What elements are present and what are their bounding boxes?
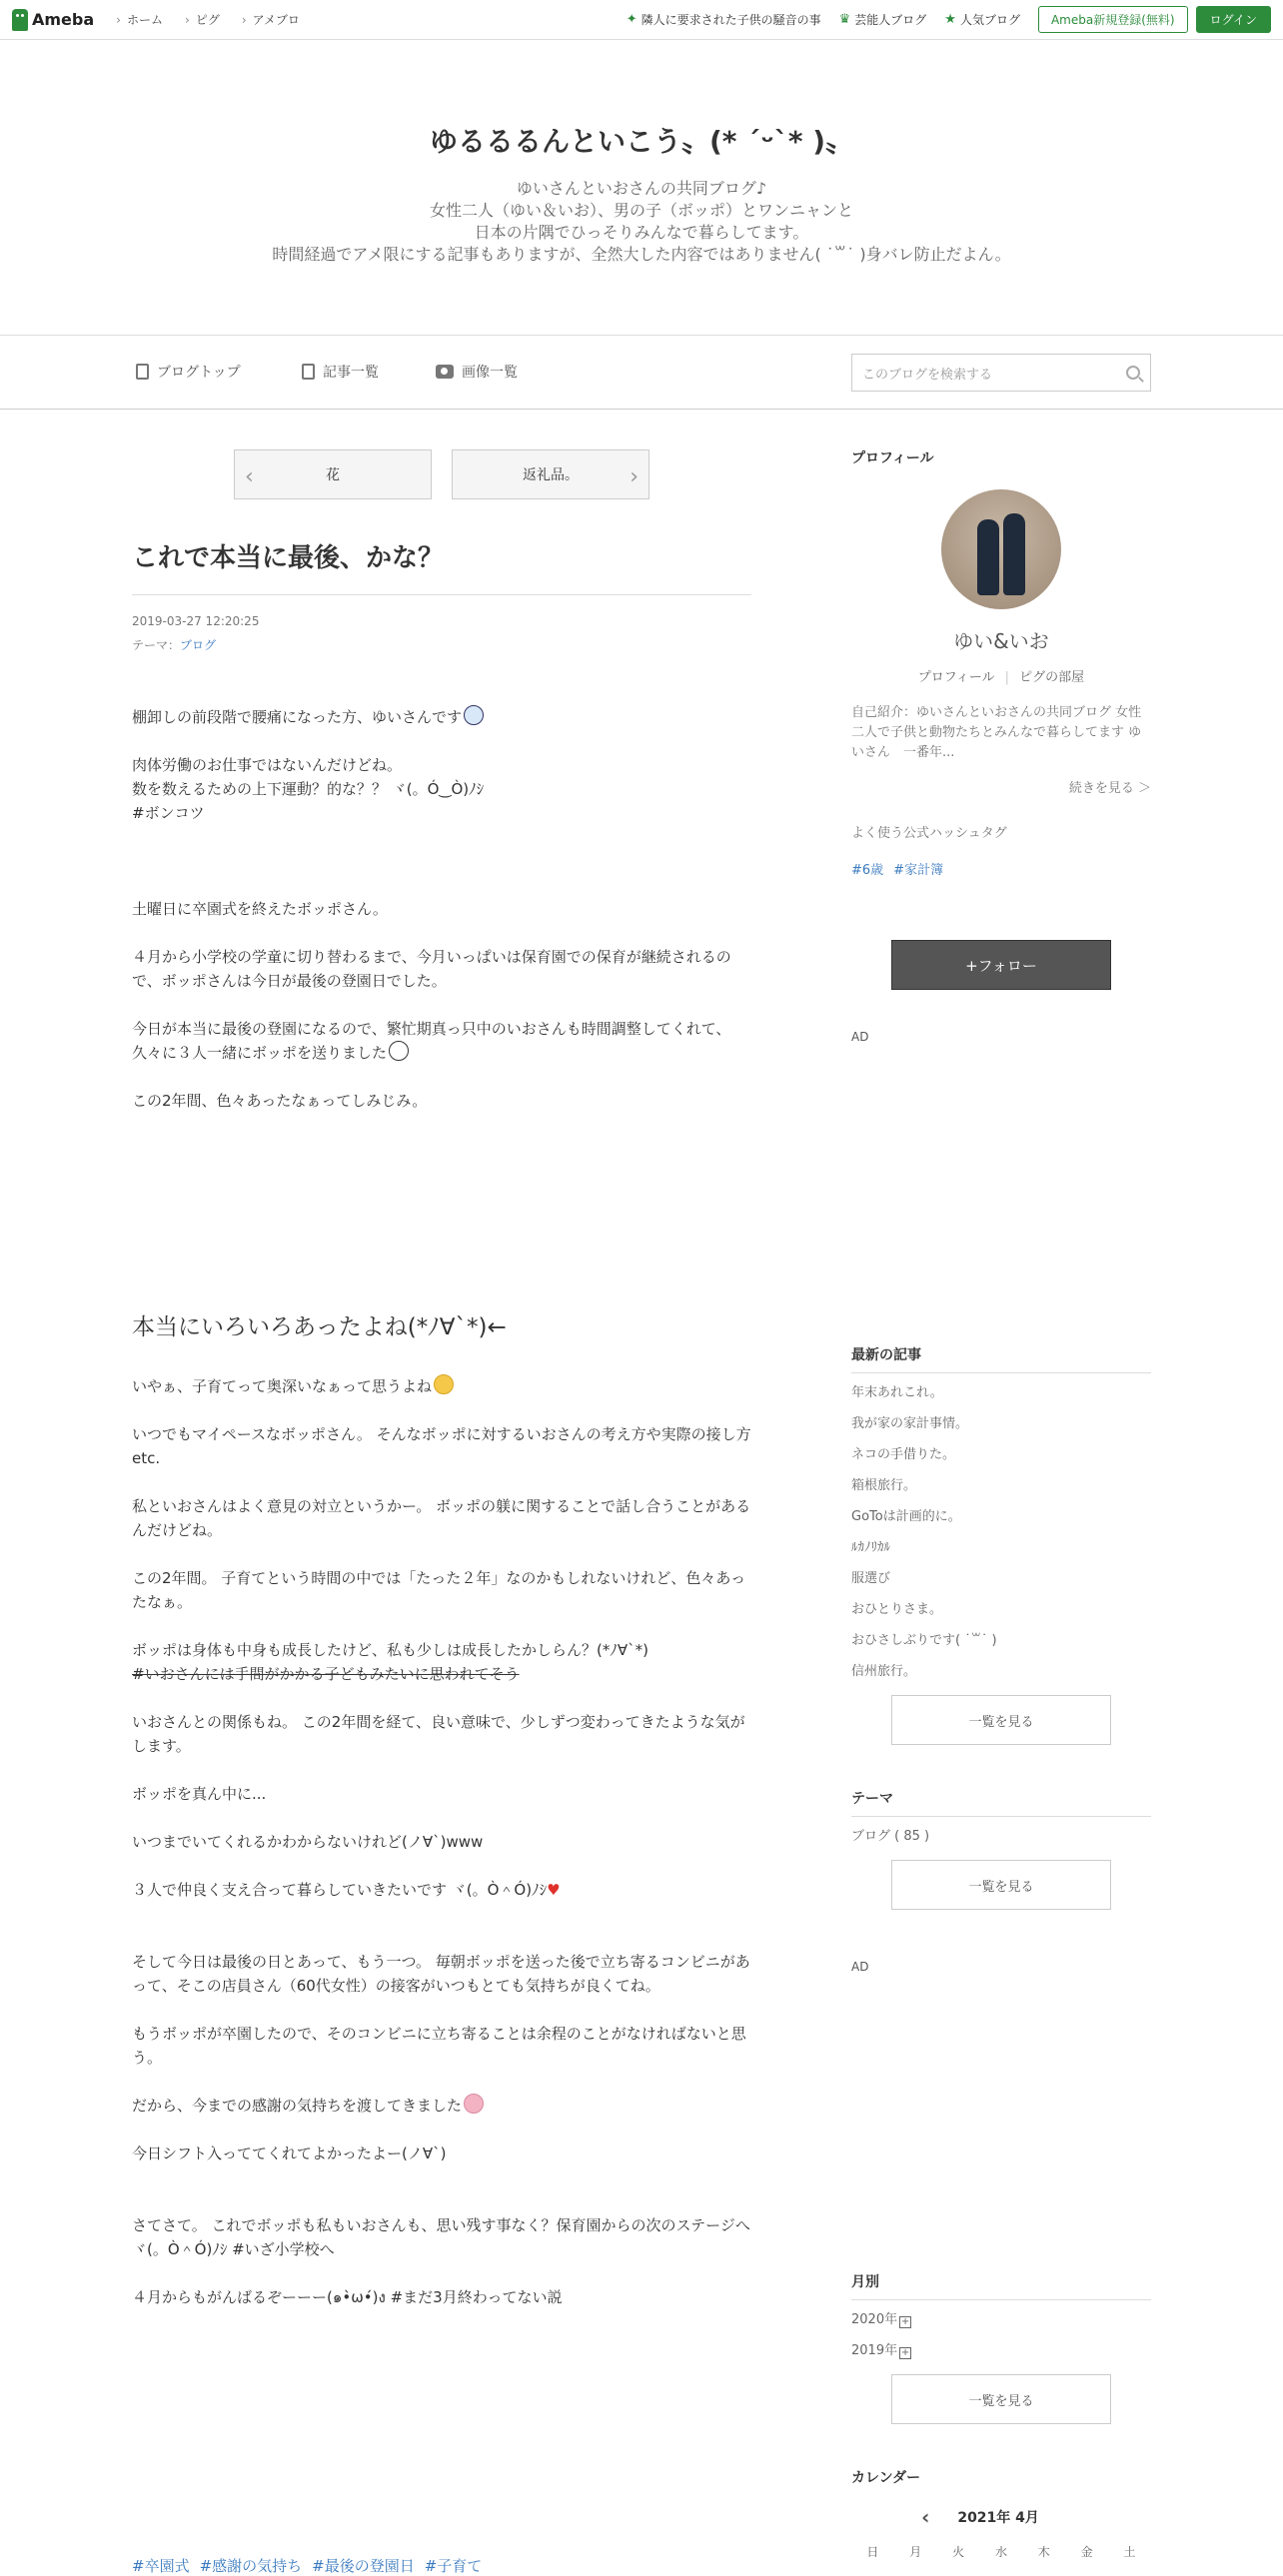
crown-icon: ♛ <box>838 12 851 27</box>
paragraph: ボッポは身体も中身も成長したけど、私も少しは成長したかしらん？(*ﾉ∀`*) <box>132 1641 648 1659</box>
theme-item[interactable]: ブログ ( 85 ) <box>851 1829 930 1844</box>
pigg-room-link[interactable]: ピグの部屋 <box>1019 670 1085 685</box>
calendar-header <box>851 2505 1151 2529</box>
desc-line: 日本の片隅でひっそりみんなで暮らしてます。 <box>474 223 809 242</box>
ad-label: AD <box>851 1960 869 1974</box>
link-divider: | <box>1004 670 1010 685</box>
nav-image-list-label: 画像一覧 <box>462 365 518 381</box>
paragraph: ４月から小学校の学童に切り替わるまで、今月いっぱいは保育園での保育が継続されるので、ボッポさんは今日が最後の登園日でした。 <box>132 948 731 990</box>
document-icon <box>136 364 149 380</box>
hashtag-label: よく使う公式ハッシュタグ <box>851 826 1007 841</box>
paragraph-text: いやぁ、子育てって奥深いなぁって思うよね <box>132 1377 433 1395</box>
recent-articles-section <box>851 1344 1151 1745</box>
monthly-section <box>851 2271 1151 2424</box>
article-body-2 <box>132 1374 751 2309</box>
popular-blog-link[interactable] <box>944 11 1020 28</box>
year-item[interactable] <box>851 2304 1151 2335</box>
theme-label: テーマ： <box>132 638 181 652</box>
blog-title[interactable]: ゆるるるんといこう〟(* ˊᵕˋ* )〟 <box>429 125 854 158</box>
hashtag-link[interactable]: #6歳 <box>851 863 884 878</box>
recent-item[interactable]: 年末あれこれ。 <box>851 1385 943 1400</box>
profile-intro: 自己紹介：ゆいさんといおさんの共同ブログ 女性二人で子供と動物たちとみんなで暮らしてます ゆいさん 一番年... <box>851 705 1142 760</box>
blog-header <box>0 40 1283 336</box>
paragraph: 私といおさんはよく意見の対立というかー。 ボッポの躾に関することで話し合うことがあるんだけどね。 <box>132 1497 751 1539</box>
chevron-right-icon: › <box>630 464 639 489</box>
ameba-logo-icon <box>12 9 28 31</box>
paragraph: 今日シフト入っててくれてよかったよー(ノ∀`) <box>132 2145 447 2162</box>
article-body <box>132 705 751 1113</box>
search-icon[interactable] <box>1126 366 1140 380</box>
desc-line: 時間経過でアメ限にする記事もありますが、全然大した内容ではありません( ˙꒳˙ )身バレ防止だよん。 <box>272 245 1011 264</box>
recent-item[interactable]: 服選び <box>851 1571 891 1586</box>
follow-button[interactable]: +フォロー <box>891 940 1111 990</box>
paragraph-text: 今日が本当に最後の登園になるので、繁忙期真っ只中のいおさんも時間調整してくれて、久々に３人一緒にボッポを送りました <box>132 1020 731 1062</box>
nav-blog-top[interactable] <box>136 362 241 382</box>
global-nav <box>116 11 300 28</box>
paragraph <box>132 2094 751 2118</box>
calendar-month: 2021年 4月 <box>957 2510 1039 2526</box>
desc-line: 女性二人（ゆい＆いお）、男の子（ボッポ）とワンニャンと <box>429 201 853 220</box>
nav-image-list[interactable] <box>436 362 518 382</box>
expand-icon[interactable]: + <box>900 2347 910 2358</box>
profile-section <box>851 447 1151 1044</box>
strikethrough-text: #いおさんには手間がかかる子どもみたいに思われてそう <box>132 1665 520 1683</box>
paragraph: いおさんとの関係もね。 この2年間を経て、良い意味で、少しずつ変わってきたような気がします。 <box>132 1713 745 1755</box>
weekday: 土 <box>1123 2545 1136 2559</box>
paragraph-text: だから、今までの感謝の気持ちを渡してきました <box>132 2097 463 2115</box>
calendar-title: カレンダー <box>851 2470 921 2486</box>
recent-item[interactable]: 箱根旅行。 <box>851 1478 917 1493</box>
profile-link[interactable]: プロフィール <box>917 670 995 685</box>
global-header <box>0 0 1283 40</box>
nav-article-list[interactable] <box>302 362 379 382</box>
hashtag-link[interactable]: #卒園式 <box>132 2557 190 2575</box>
paragraph: ４月からもがんばるぞーーー(๑•̀ω•́)ง #まだ3月終わってない説 <box>132 2288 563 2306</box>
register-button[interactable]: Ameba新規登録(無料) <box>1038 6 1188 33</box>
paragraph: いつまでいてくれるかわからないけれど(ノ∀`)www <box>132 1833 484 1851</box>
paragraph <box>132 1017 751 1065</box>
profile-hashtags <box>851 859 1151 878</box>
login-button[interactable]: ログイン <box>1196 6 1271 33</box>
chevron-left-icon: ‹ <box>245 464 254 489</box>
camera-icon <box>436 365 454 379</box>
theme-link[interactable]: ブログ <box>180 638 217 652</box>
paragraph: そして今日は最後の日とあって、もう一つ。 毎朝ボッポを送った後で立ち寄るコンビニがあって、そこの店員さん（60代女性）の接客がいつもとても気持ちが良くてね。 <box>132 1953 750 1995</box>
next-article-label: 返礼品。 <box>523 467 579 483</box>
theme-title: テーマ <box>851 1788 1151 1817</box>
nav-pigg[interactable]: › ピグ <box>185 11 220 28</box>
year-label: 2020年 <box>851 2312 898 2327</box>
paragraph-text: 棚卸しの前段階で腰痛になった方、ゆいさんです <box>132 708 463 726</box>
ameba-logo[interactable] <box>12 9 94 31</box>
sparkle-icon: ✦ <box>626 12 638 27</box>
article-hashtags <box>132 2555 482 2576</box>
heart-icon: ♥ <box>547 1881 561 1899</box>
paragraph <box>132 705 751 729</box>
calendar-weekdays <box>851 2543 1151 2560</box>
star-icon: ★ <box>944 12 956 27</box>
desc-line: ゆいさんといおさんの共同ブログ♪ <box>516 179 767 198</box>
weekday: 木 <box>1037 2545 1050 2559</box>
weekday: 月 <box>909 2545 922 2559</box>
crying-emoji-icon <box>464 705 484 725</box>
recent-item[interactable]: 我が家の家計事情。 <box>851 1416 969 1431</box>
recent-item[interactable]: 信州旅行。 <box>851 1664 917 1679</box>
brand-name: Ameba <box>32 10 95 29</box>
recent-item[interactable]: ネコの手借りた。 <box>851 1447 956 1462</box>
article-date: 2019-03-27 12:20:25 <box>132 614 260 628</box>
paragraph: 肉体労働のお仕事ではないんだけどね。 数を数えるための上下運動？的な？？ ヾ(。Ó‿Ò)ﾉｼ #ボンコツ <box>132 756 485 822</box>
header-right <box>627 6 1271 33</box>
hashtag-link[interactable]: #子育て <box>424 2557 483 2575</box>
recent-item[interactable]: おひとりさま。 <box>851 1602 943 1617</box>
profile-links <box>851 666 1151 685</box>
popular-blog-label: 人気ブログ <box>959 13 1020 27</box>
expand-icon[interactable]: + <box>900 2316 910 2327</box>
hashtag-link[interactable]: #最後の登園日 <box>312 2557 415 2575</box>
article-title: これで本当に最後、かな？ <box>132 537 751 595</box>
blog-search-input[interactable] <box>851 354 1151 392</box>
celebrity-blog-link[interactable] <box>839 11 927 28</box>
paragraph: 土曜日に卒園式を終えたボッポさん。 <box>132 900 388 918</box>
paragraph <box>132 1878 751 1902</box>
see-all-monthly-button[interactable]: 一覧を見る <box>891 2374 1111 2424</box>
recent-item[interactable]: おひさしぶりです( ˙꒳˙ ) <box>851 1633 997 1648</box>
trend-link[interactable] <box>627 11 821 28</box>
recent-item[interactable]: GoToは計画的に。 <box>851 1509 961 1524</box>
nav-home[interactable]: › ホーム <box>116 11 163 28</box>
hashtag-link[interactable]: #家計簿 <box>893 863 944 878</box>
profile-avatar[interactable] <box>941 489 1061 609</box>
weekday: 日 <box>866 2545 879 2559</box>
calendar-section <box>851 2467 1151 2560</box>
paragraph: もうボッポが卒園したので、そのコンビニに立ち寄ることは余程のことがなければないと思う。 <box>132 2025 746 2067</box>
article-theme <box>132 633 259 657</box>
profile-title: プロフィール <box>851 450 934 466</box>
ad-label: AD <box>851 1030 869 1044</box>
year-label: 2019年 <box>851 2343 898 2358</box>
cat-emoji-icon <box>434 1374 454 1394</box>
search-placeholder: このブログを検索する <box>862 367 993 383</box>
blog-description <box>0 178 1283 266</box>
weekday: 火 <box>952 2545 965 2559</box>
prev-article-label: 花 <box>326 467 340 483</box>
paragraph: この2年間。 子育てという時間の中では「たった２年」なのかもしれないけれど、色々あったなぁ。 <box>132 1569 746 1611</box>
paragraph: さてさて。 これでボッポも私もいおさんも、思い残す事なく？保育園からの次のステージへ ヾ(。Ò＾Ó)ﾉｼ #いざ小学校へ <box>132 2216 750 2258</box>
paragraph: いつでもマイペースなボッポさん。 そんなボッポに対するいおさんの考え方や実際の接し方etc. <box>132 1425 751 1467</box>
read-more-link[interactable]: 続きを見る ＞ <box>1068 781 1151 796</box>
theme-section <box>851 1788 1151 1974</box>
year-item[interactable] <box>851 2335 1151 2366</box>
paragraph-text: ３人で仲良く支え合って暮らしていきたいです ヾ(。Ò＾Ó)ﾉｼ <box>132 1881 548 1899</box>
smile-emoji-icon <box>389 1041 409 1061</box>
monthly-title: 月別 <box>851 2271 1151 2300</box>
profile-name[interactable]: ゆい&いお <box>953 629 1049 653</box>
blog-nav <box>0 336 1283 410</box>
hashtag-link[interactable]: #感謝の気持ち <box>199 2557 303 2575</box>
calendar-prev-icon[interactable]: ‹ <box>921 2505 930 2529</box>
pig-emoji-icon <box>464 2094 484 2114</box>
article-subheading: 本当にいろいろあったよね(*ﾉ∀`*)← <box>132 1314 507 1340</box>
recent-item[interactable]: ﾙｶﾉﾘｶﾙ <box>851 1540 890 1555</box>
paragraph: この2年間、色々あったなぁってしみじみ。 <box>132 1092 428 1110</box>
prev-article-button[interactable] <box>234 449 432 499</box>
nav-article-list-label: 記事一覧 <box>323 365 379 381</box>
see-all-recent-button[interactable]: 一覧を見る <box>891 1695 1111 1745</box>
copy-icon <box>302 364 315 380</box>
next-article-button[interactable] <box>452 449 649 499</box>
weekday: 水 <box>994 2545 1007 2559</box>
recent-list <box>851 1377 1151 1687</box>
article-pager <box>234 449 649 499</box>
paragraph: ボッポを真ん中に... <box>132 1785 267 1803</box>
see-all-themes-button[interactable]: 一覧を見る <box>891 1860 1111 1910</box>
monthly-list <box>851 2304 1151 2366</box>
trend-link-label: 隣人に要求された子供の騒音の事 <box>641 13 821 27</box>
nav-ameblo[interactable]: › アメブロ <box>242 11 300 28</box>
paragraph <box>132 1374 751 1398</box>
nav-blog-top-label: ブログトップ <box>157 365 241 381</box>
celebrity-blog-label: 芸能人ブログ <box>854 13 927 27</box>
article-meta <box>132 609 259 657</box>
weekday: 金 <box>1080 2545 1093 2559</box>
recent-title: 最新の記事 <box>851 1344 1151 1373</box>
